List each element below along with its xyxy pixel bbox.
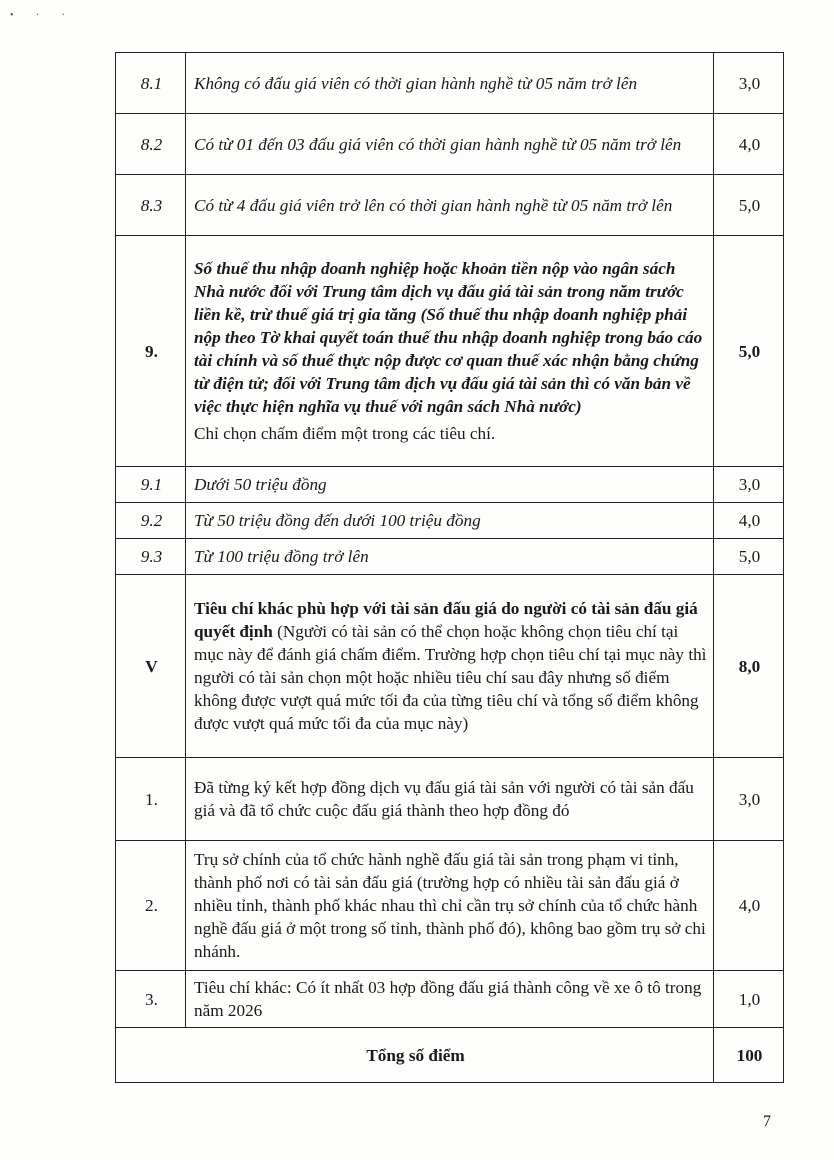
criterion-score: 4,0 xyxy=(714,114,784,175)
criterion-note: Chỉ chọn chấm điểm một trong các tiêu chí. xyxy=(194,424,496,443)
criterion-text: Có từ 01 đến 03 đấu giá viên có thời gian hành nghề từ 05 năm trở lên xyxy=(186,114,714,175)
criterion-score: 1,0 xyxy=(714,971,784,1028)
row-number: 9.2 xyxy=(116,503,186,539)
criterion-score: 3,0 xyxy=(714,53,784,114)
row-number: 1. xyxy=(116,758,186,841)
table-row xyxy=(116,114,784,175)
total-label: Tổng số điểm xyxy=(116,1028,714,1083)
table-row xyxy=(116,758,784,841)
criterion-score: 3,0 xyxy=(714,758,784,841)
criterion-score: 3,0 xyxy=(714,467,784,503)
criterion-text: Trụ sở chính của tổ chức hành nghề đấu giá tài sản trong phạm vi tỉnh, thành phố nơi có tài sản đấu giá (trường hợp có nhiều tài sản đấu giá ở nhiều tỉnh, thành phố khác nhau thì chỉ cần trụ sở chính của tổ chức hành nghề đấu giá ở một trong số tỉnh, thành phố đó), không bao gồm trụ sở chi nhánh. xyxy=(186,841,714,971)
criterion-text: Từ 100 triệu đồng trở lên xyxy=(186,539,714,575)
criterion-text: Đã từng ký kết hợp đồng dịch vụ đấu giá tài sản với người có tài sản đấu giá và đã tổ chức cuộc đấu giá thành theo hợp đồng đó xyxy=(186,758,714,841)
table-row xyxy=(116,575,784,758)
criterion-score: 5,0 xyxy=(714,539,784,575)
criterion-text: Tiêu chí khác: Có ít nhất 03 hợp đồng đấu giá thành công về xe ô tô trong năm 2026 xyxy=(186,971,714,1028)
criterion-text: Dưới 50 triệu đồng xyxy=(186,467,714,503)
criterion-text: Từ 50 triệu đồng đến dưới 100 triệu đồng xyxy=(186,503,714,539)
row-number: 8.3 xyxy=(116,175,186,236)
total-row xyxy=(116,1028,784,1083)
table-row xyxy=(116,175,784,236)
table-row xyxy=(116,503,784,539)
criterion-title: Tiêu chí khác phù hợp với tài sản đấu giá do người có tài sản đấu giá quyết định xyxy=(194,599,698,641)
row-number: 9. xyxy=(116,236,186,467)
table-row xyxy=(116,236,784,467)
scan-marks: • ‧ ‧ xyxy=(10,10,75,21)
criterion-score: 4,0 xyxy=(714,503,784,539)
criterion-score: 4,0 xyxy=(714,841,784,971)
criterion-text: Có từ 4 đấu giá viên trở lên có thời gian hành nghề từ 05 năm trở lên xyxy=(186,175,714,236)
page-number: 7 xyxy=(763,1113,771,1130)
table-row xyxy=(116,467,784,503)
criterion-text: Không có đấu giá viên có thời gian hành nghề từ 05 năm trở lên xyxy=(186,53,714,114)
row-number: 2. xyxy=(116,841,186,971)
criterion-score: 5,0 xyxy=(714,175,784,236)
table-row xyxy=(116,971,784,1028)
total-score: 100 xyxy=(714,1028,784,1083)
criterion-text: (Người có tài sản có thể chọn hoặc không chọn tiêu chí tại mục này để đánh giá chấm điểm. Trường hợp chọn tiêu chí tại mục này thì người có tài sản chọn một hoặc nhiều tiêu chí sau đây nhưng số điểm không được vượt quá mức tối đa của từng tiêu chí và tổng số điểm không được vượt quá mức tối đa của mục này) xyxy=(194,622,707,733)
criterion-text: Số thuế thu nhập doanh nghiệp hoặc khoản tiền nộp vào ngân sách Nhà nước đối với Trung tâm dịch vụ đấu giá tài sản trong năm trước liền kề, trừ thuế giá trị gia tăng (Số thuế thu nhập doanh nghiệp phải nộp theo Tờ khai quyết toán thuế thu nhập doanh nghiệp trong báo cáo tài chính và số thuế thực nộp được cơ quan thuế xác nhận bằng chứng từ điện tử; đối với Trung tâm dịch vụ đấu giá tài sản thì có văn bản về việc thực hiện nghĩa vụ thuế với ngân sách Nhà nước) xyxy=(194,259,703,416)
criterion-score: 5,0 xyxy=(714,236,784,467)
criterion-cell xyxy=(186,236,714,467)
row-number: 3. xyxy=(116,971,186,1028)
table-row xyxy=(116,841,784,971)
row-number: 8.1 xyxy=(116,53,186,114)
row-number: 8.2 xyxy=(116,114,186,175)
criterion-cell xyxy=(186,575,714,758)
row-number: 9.1 xyxy=(116,467,186,503)
criterion-score: 8,0 xyxy=(714,575,784,758)
row-number: 9.3 xyxy=(116,539,186,575)
table-row xyxy=(116,53,784,114)
scoring-table xyxy=(115,52,784,1083)
table-row xyxy=(116,539,784,575)
row-number: V xyxy=(116,575,186,758)
